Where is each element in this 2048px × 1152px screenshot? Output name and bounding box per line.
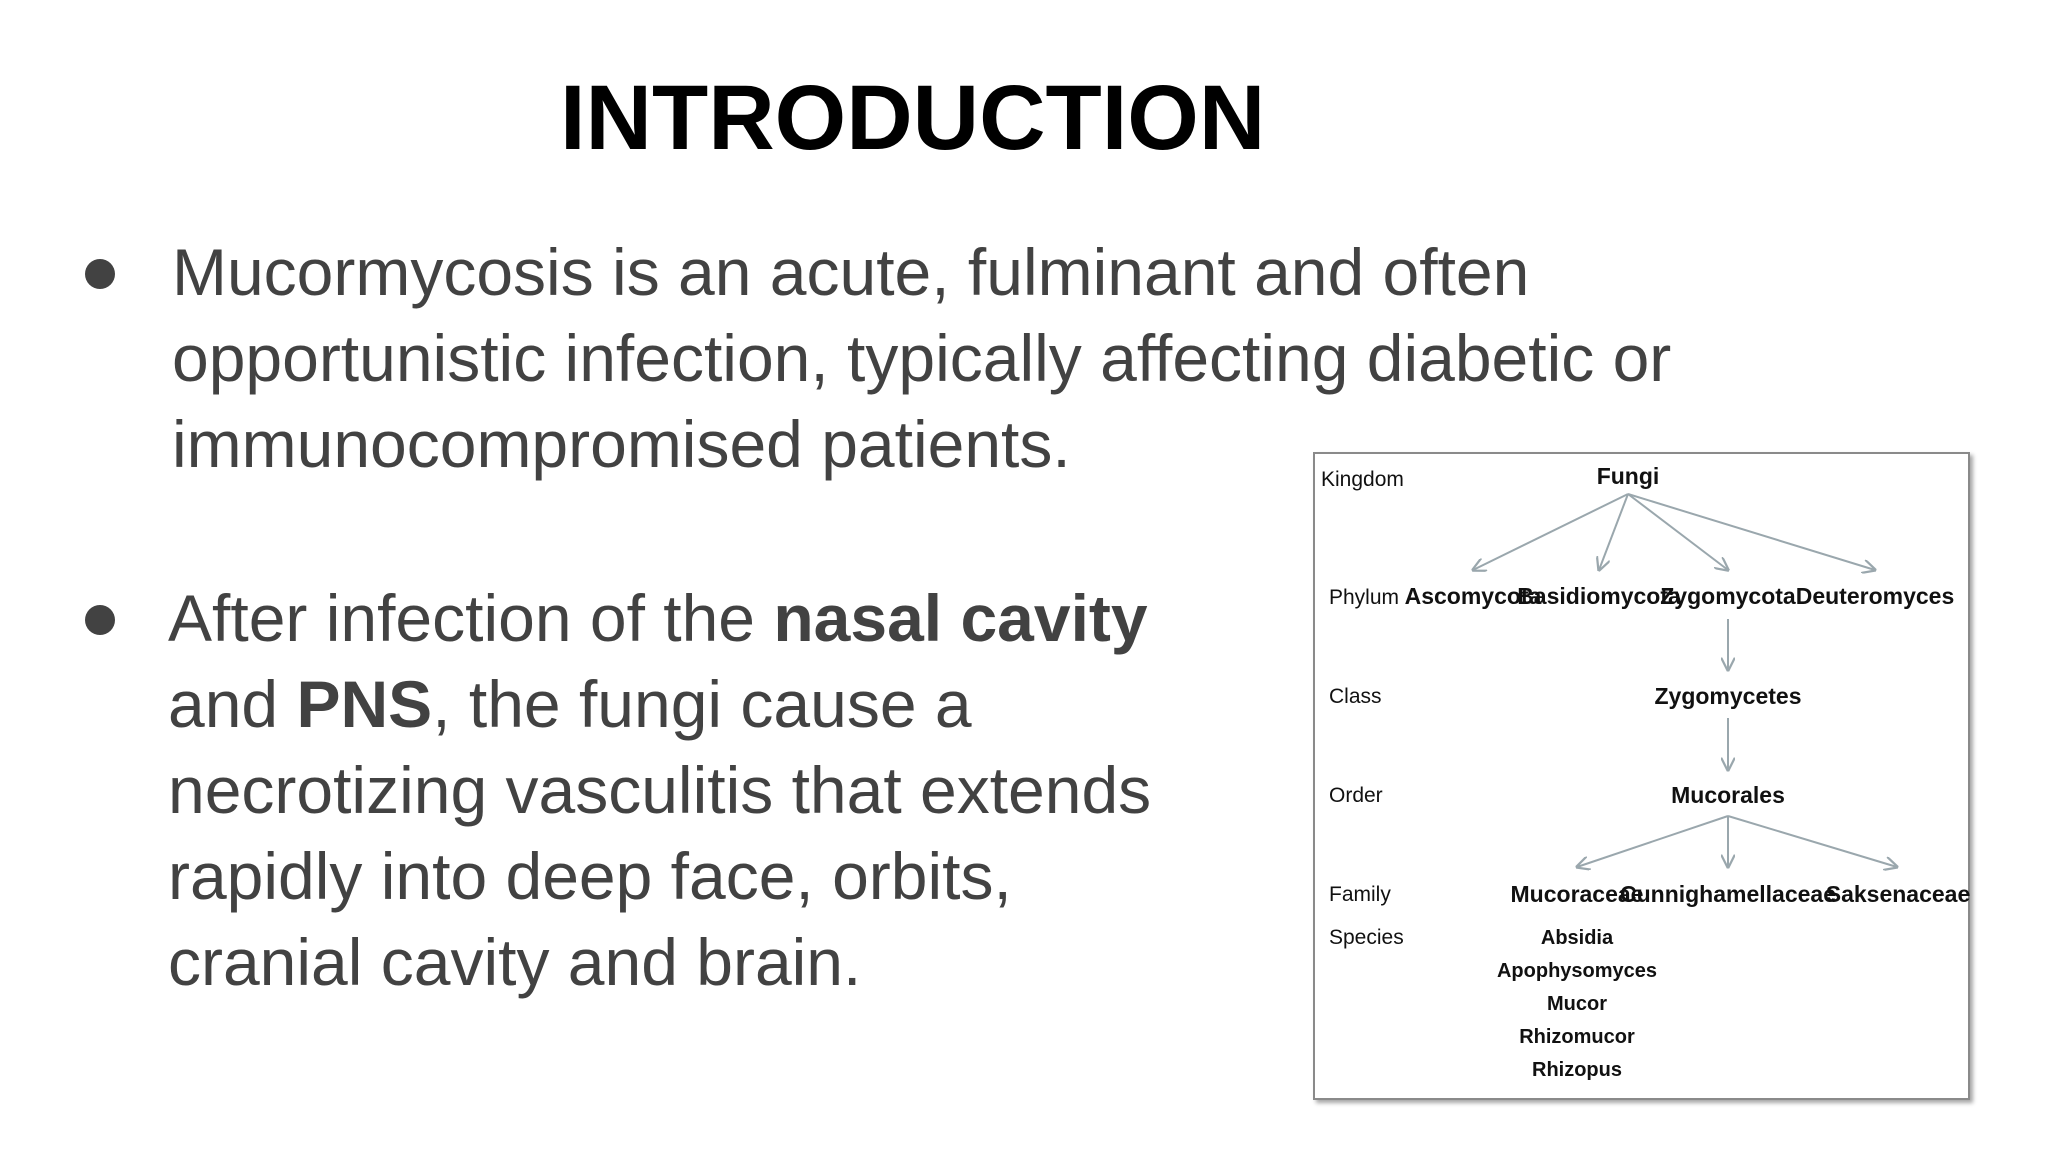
text-run: and [168, 667, 297, 741]
taxon-phylum-deuteromyces: Deuteromyces [1795, 583, 1955, 609]
bullet-1-line: opportunistic infection, typically affecting diabetic or [172, 321, 1672, 395]
bullet-2-line: rapidly into deep face, orbits, [168, 839, 1012, 913]
taxon-phylum-basidiomycota: Basidiomycota [1517, 583, 1681, 609]
bullet-1-line: Mucormycosis is an acute, fulminant and often [172, 235, 1530, 309]
bullet-2-line [168, 661, 1151, 747]
arrow-mucorales-to-mucoraceae [1577, 816, 1728, 867]
bullet-2-line: cranial cavity and brain. [168, 925, 862, 999]
arrow-fungi-to-zygomycota [1628, 494, 1728, 570]
taxon-phylum-zygomycota: Zygomycota [1660, 583, 1796, 609]
taxon-phylum-ascomycota: Ascomycota [1404, 583, 1542, 609]
bullet-2-line [168, 575, 1151, 661]
arrow-mucorales-to-saksenaceae [1728, 816, 1897, 867]
rank-label-phylum: Phylum [1329, 586, 1400, 609]
taxon-class-zygomycetes: Zygomycetes [1654, 683, 1802, 709]
text-run: After infection of the [168, 581, 774, 655]
taxon-family-saksenaceae: Saksenaceae [1825, 881, 1971, 907]
arrow-fungi-to-deuteromyces [1628, 494, 1875, 570]
bullet-dot [85, 605, 115, 635]
bullet-1-line: immunocompromised patients. [172, 407, 1071, 481]
taxon-kingdom-fungi: Fungi [1596, 463, 1660, 489]
taxon-family-cunnighamellaceae: Cunnighamellaceae [1619, 881, 1837, 907]
rank-label-family: Family [1329, 883, 1391, 906]
bullet-2-line: necrotizing vasculitis that extends [168, 753, 1152, 827]
taxonomy-figure [1313, 452, 1970, 1100]
rank-label-class: Class [1329, 685, 1382, 708]
taxonomy-diagram [1315, 454, 1972, 1102]
taxon-species-rhizomucor: Rhizomucor [1519, 1026, 1635, 1048]
rank-label-order: Order [1329, 784, 1383, 807]
slide-title: INTRODUCTION [560, 67, 1266, 169]
bullet-dot [85, 259, 115, 289]
rank-label-kingdom: Kingdom [1321, 468, 1404, 491]
rank-label-species: Species [1329, 926, 1404, 949]
bold-term-pns: PNS [296, 667, 433, 741]
bold-term-nasal-cavity: nasal cavity [773, 581, 1148, 655]
taxon-species-rhizopus: Rhizopus [1532, 1059, 1622, 1081]
taxon-family-mucoraceae: Mucoraceae [1510, 881, 1644, 907]
taxon-species-mucor: Mucor [1547, 993, 1607, 1015]
bullet-paragraph-1 [172, 229, 1671, 487]
arrow-fungi-to-ascomycota [1473, 494, 1628, 570]
taxon-species-apophysomyces: Apophysomyces [1496, 960, 1658, 982]
taxon-order-mucorales: Mucorales [1671, 782, 1785, 808]
taxon-species-absidia: Absidia [1540, 927, 1614, 949]
bullet-paragraph-2 [168, 575, 1151, 1005]
text-run: , the fungi cause a [432, 667, 972, 741]
